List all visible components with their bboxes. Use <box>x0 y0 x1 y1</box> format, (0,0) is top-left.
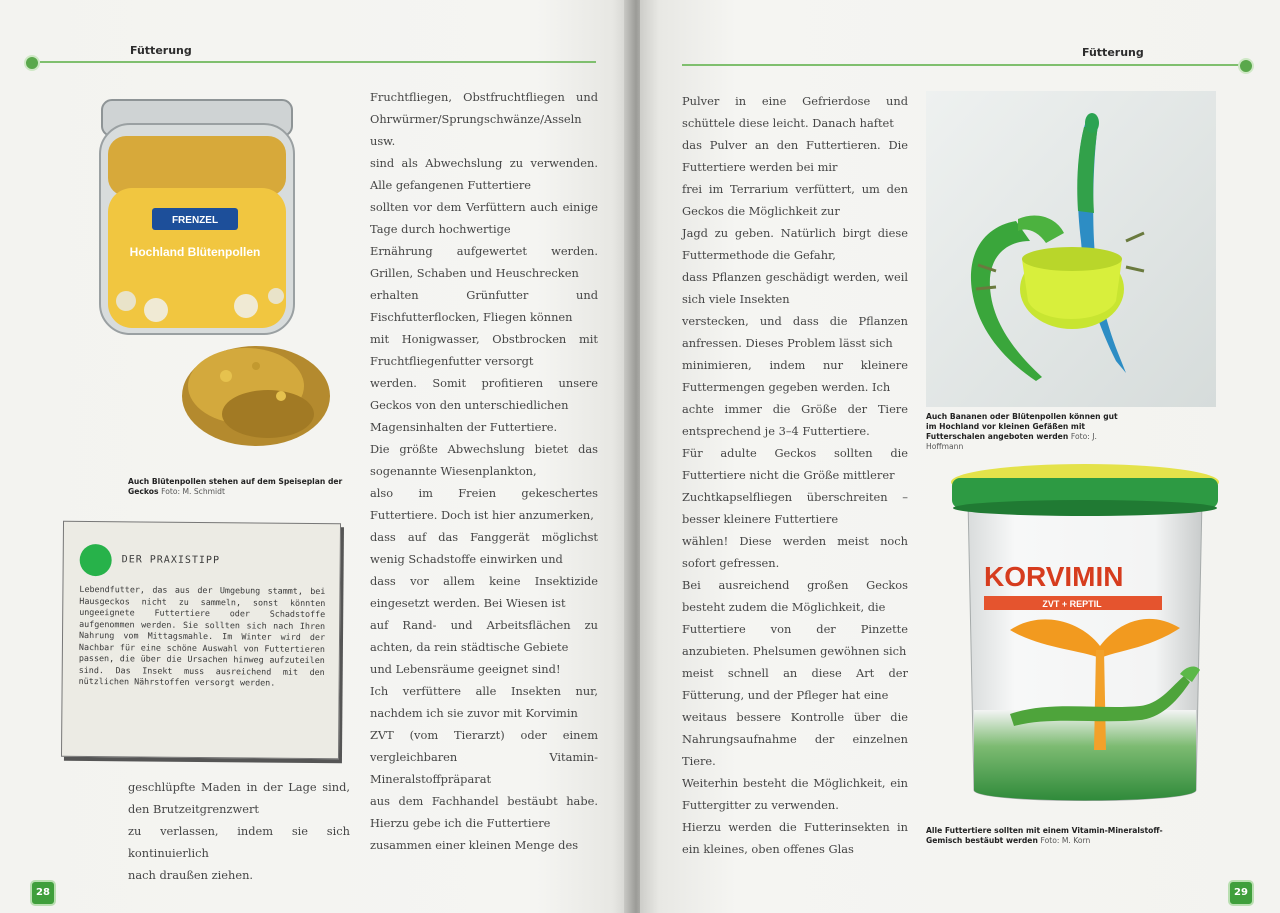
paragraph: weitaus bessere Kontrolle über die Nahrungsaufnahme der einzelnen Tiere. <box>682 710 908 768</box>
paragraph: werden. Somit profitieren unsere Geckos von den unterschiedlichen <box>370 376 598 412</box>
header-rule-dot-left <box>24 55 40 71</box>
paragraph: zu verlassen, indem sie sich kontinuierlich <box>128 824 350 860</box>
paragraph: dass Pflanzen geschädigt werden, weil sich viele Insekten <box>682 270 908 306</box>
paragraph: geschlüpfte Maden in der Lage sind, den Brutzeitgrenzwert <box>128 780 350 816</box>
left-column-1-bottom <box>128 776 350 886</box>
paragraph: frei im Terrarium verfüttert, um den Geckos die Möglichkeit zur <box>682 182 908 218</box>
header-label-right: Fütterung <box>1082 46 1144 59</box>
right-column-1 <box>682 90 908 860</box>
paragraph: das Pulver an den Futtertieren. Die Futtertiere werden bei mir <box>682 138 908 174</box>
paragraph: Ernährung aufgewertet werden. Grillen, Schaben und Heuschrecken <box>370 244 598 280</box>
paragraph: sollten vor dem Verfüttern auch einige Tage durch hochwertige <box>370 200 598 236</box>
paragraph: dass auf das Fanggerät möglichst wenig Schadstoffe einwirken und <box>370 530 598 566</box>
jar-photo-caption <box>128 477 348 497</box>
paragraph: Hierzu werden die Futterinsekten in ein kleines, oben offenes Glas <box>682 820 908 856</box>
paragraph: Weiterhin besteht die Möglichkeit, ein Futtergitter zu verwenden. <box>682 776 908 812</box>
tip-body: Lebendfutter, das aus der Umgebung stammt, bei Hausgeckos nicht zu sammeln, sonst könnten ungeeignete Futtertiere oder Schadstoffe aufgenommen werden. Sie sollten sich nach Ihren Nahrung vom Mittagsmahle. Im Winter wird der Nachbar für eine schöne Auswahl von Futtertieren passen, die über die Ursachen hinweg aufzuteilen sind. Das Insekt muss ausreichend mit den nützlichen Nährstoffen versorgt werden. <box>78 583 326 688</box>
paragraph: Zuchtkapselfliegen überschreiten – besser kleinere Futtertiere <box>682 490 908 526</box>
korvimin-tin-photo <box>950 460 1220 814</box>
jar-caption-text: Auch Blütenpollen stehen auf dem Speiseplan der Geckos <box>128 477 343 496</box>
page-number-right: 29 <box>1228 880 1254 906</box>
left-page <box>0 0 632 913</box>
paragraph: Ich verfüttere alle Insekten nur, nachdem ich sie zuvor mit Korvimin <box>370 684 598 720</box>
gecko-illustration <box>926 91 1216 407</box>
jar-brand-text: FRENZEL <box>171 215 219 226</box>
paragraph: also im Freien gekeschertes Futtertiere. Doch ist hier anzumerken, <box>370 486 598 522</box>
gecko-caption-text-1: Auch Bananen oder Blütenpollen können gut im Hochland vor kleinen <box>926 412 1118 431</box>
paragraph: ZVT (vom Tierarzt) oder einem vergleichbaren Vitamin-Mineralstoffpräparat <box>370 728 598 786</box>
tin-brand-text: KORVIMIN <box>984 561 1124 592</box>
gecko-photo-caption <box>926 412 1122 452</box>
practice-tip-box <box>61 521 341 759</box>
pollen-jar-photo <box>96 96 346 468</box>
korvimin-tin-illustration <box>950 460 1220 814</box>
paragraph: mit Honigwasser, Obstbrocken mit Fruchtfliegenfutter versorgt <box>370 332 598 368</box>
paragraph: minimieren, indem nur kleinere Futtermengen gegeben werden. Ich <box>682 358 908 394</box>
paragraph: achte immer die Größe der Tiere entsprechend je 3–4 Futtertiere. <box>682 402 908 438</box>
paragraph: und Lebensräume geeignet sind! <box>370 662 561 676</box>
paragraph: Fruchtfliegen, Obstfruchtfliegen und Ohrwürmer/Sprungschwänze/Asseln usw. <box>370 90 598 148</box>
tin-sub-text: ZVT + REPTIL <box>1042 599 1102 609</box>
paragraph: Die größte Abwechslung bietet das sogenannte Wiesenplankton, <box>370 442 598 478</box>
gecko-caption-credit: Foto: J. Hoffmann <box>926 432 1097 451</box>
header-rule-left <box>40 61 596 63</box>
paragraph: dass vor allem keine Insektizide eingesetzt werden. Bei Wiesen ist <box>370 574 598 610</box>
paragraph: aus dem Fachhandel bestäubt habe. Hierzu gebe ich die Futtertiere <box>370 794 598 830</box>
paragraph: Für adulte Geckos sollten die Futtertiere nicht die Größe mittlerer <box>682 446 908 482</box>
paragraph: wählen! Diese werden meist noch sofort gefressen. <box>682 534 908 570</box>
paragraph: Pulver in eine Gefrierdose und schüttele diese leicht. Danach haftet <box>682 94 908 130</box>
tip-title: DER PRAXISTIPP <box>121 554 221 567</box>
gecko-caption-text-1b: Gefäßen mit Futterschalen angeboten werden <box>926 422 1086 441</box>
korvimin-photo-caption <box>926 826 1166 846</box>
korvimin-caption-text: Alle Futtertiere sollten mit einem Vitamin-Mineralstoff-Gemisch bestäubt werden <box>926 826 1163 845</box>
korvimin-caption-credit: Foto: M. Korn <box>1040 836 1091 845</box>
right-page <box>640 0 1280 913</box>
paragraph: nach draußen ziehen. <box>128 868 254 882</box>
pollen-jar-illustration <box>96 96 346 468</box>
paragraph: auf Rand- und Arbeitsflächen zu achten, da rein städtische Gebiete <box>370 618 598 654</box>
page-number-left: 28 <box>30 880 56 906</box>
header-rule-right <box>682 64 1244 66</box>
paragraph: verstecken, und dass die Pflanzen anfressen. Dieses Problem lässt sich <box>682 314 908 350</box>
header-label-left: Fütterung <box>130 44 192 57</box>
paragraph: zusammen einer kleinen Menge des <box>370 838 579 852</box>
paragraph: Bei ausreichend großen Geckos besteht zudem die Möglichkeit, die <box>682 578 908 614</box>
header-rule-dot-right <box>1238 58 1254 74</box>
left-column-2 <box>370 86 598 856</box>
jar-label-text: Hochland Blütenpollen <box>129 245 261 259</box>
paragraph: Magensinhalten der Futtertiere. <box>370 420 558 434</box>
paragraph: Futtertiere von der Pinzette anzubieten. Phelsumen gewöhnen sich <box>682 622 908 658</box>
paragraph: sind als Abwechslung zu verwenden. Alle gefangenen Futtertiere <box>370 156 598 192</box>
paragraph: meist schnell an diese Art der Fütterung, und der Pfleger hat eine <box>682 666 908 702</box>
paragraph: Jagd zu geben. Natürlich birgt diese Futtermethode die Gefahr, <box>682 226 908 262</box>
jar-caption-credit: Foto: M. Schmidt <box>161 487 225 496</box>
paragraph: erhalten Grünfutter und Fischfutterflocken, Fliegen können <box>370 288 598 324</box>
tip-dot-icon <box>80 544 112 576</box>
gecko-feeding-cup-photo <box>926 91 1216 407</box>
